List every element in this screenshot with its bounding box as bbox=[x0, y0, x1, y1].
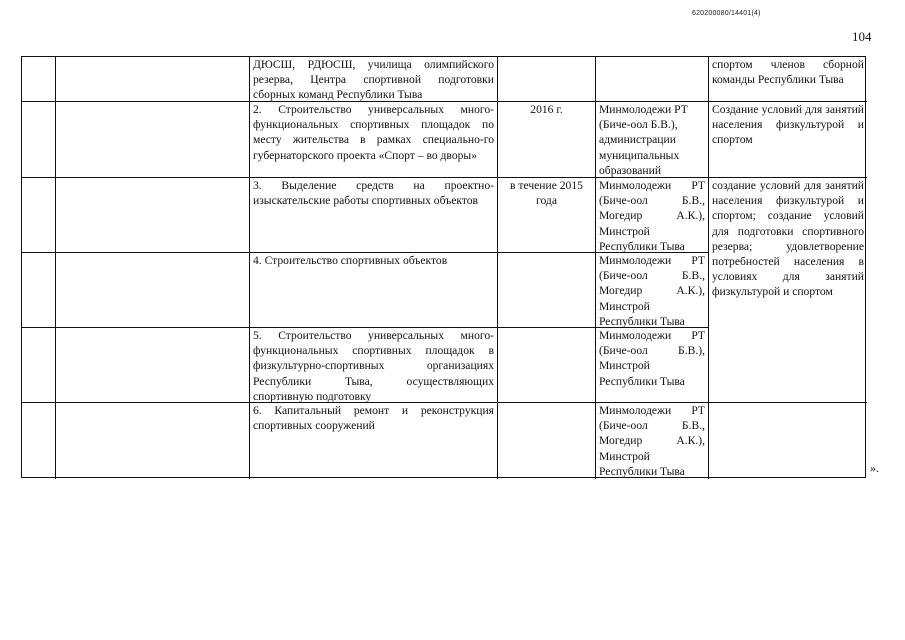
table-cell-activity: 2. Строительство универсальных много-функциональных спортивных площадок по месту жительства в рамках специально-го губернаторского проекта «Спорт – во дворы» bbox=[253, 103, 494, 162]
table-cell-term: в течение 2015 года bbox=[510, 179, 583, 208]
table-cell-result: создание условий для занятий населения физкультурой и спортом; создание условий для подготовки спортивного резерва; удовлетворение потребностей населения в условиях для занятий физкультурой и спортом bbox=[712, 179, 864, 299]
table-cell-activity: 6. Капитальный ремонт и реконструкция спортивных сооружений bbox=[253, 404, 494, 433]
page-number: 104 bbox=[852, 29, 872, 44]
closing-quote: ». bbox=[870, 461, 879, 475]
document-id: 620200080/14401(4) bbox=[692, 10, 761, 17]
table-cell-executors: Минмолодежи РТ (Биче-оол Б.В., Могедир А.К.), Минстрой Республики Тыва bbox=[599, 254, 705, 328]
table-cell-activity: 3. Выделение средств на проектно-изыскательские работы спортивных объектов bbox=[253, 179, 494, 208]
table-cell-activity: 5. Строительство универсальных много-функциональных спортивных площадок в физкультурно-спортивных организациях Республики Тыва, осуществляющих спортивную подготовку bbox=[253, 329, 494, 403]
table-cell-executors: Минмолодежи РТ (Биче-оол Б.В., Могедир А.К.), Минстрой Республики Тыва bbox=[599, 404, 705, 478]
table-cell-activity: ДЮСШ, РДЮСШ, училища олимпийского резерва, Центра спортивной подготовки сборных команд Республики Тыва bbox=[253, 58, 494, 102]
table-cell-executors: Минмолодежи РТ (Биче-оол Б.В.), администрации муниципальных образований bbox=[599, 103, 688, 177]
table-cell-term: 2016 г. bbox=[530, 103, 563, 116]
table-cell-executors: Минмолодежи РТ (Биче-оол Б.В.), Минстрой Республики Тыва bbox=[599, 329, 705, 388]
table-cell-result: Создание условий для занятий населения физкультурой и спортом bbox=[712, 103, 864, 147]
column-divider bbox=[55, 57, 56, 479]
table-cell-activity: 4. Строительство спортивных объектов bbox=[253, 254, 448, 267]
plan-table bbox=[21, 56, 866, 478]
table-cell-executors: Минмолодежи РТ (Биче-оол Б.В., Могедир А.К.), Минстрой Республики Тыва bbox=[599, 179, 705, 253]
table-cell-result: спортом членов сборной команды Республики Тыва bbox=[712, 58, 864, 87]
